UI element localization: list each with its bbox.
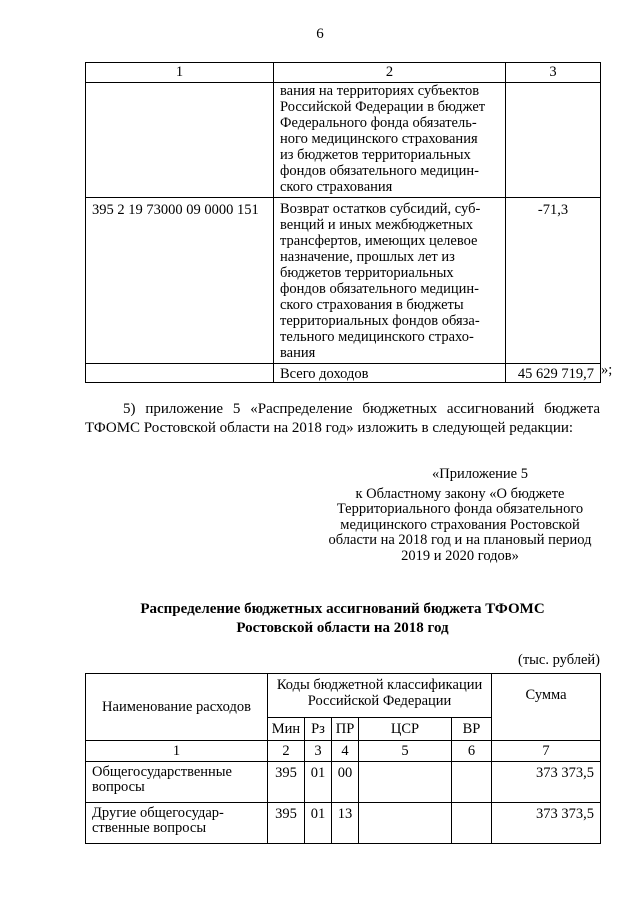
continuation-description	[274, 83, 506, 198]
total-row	[86, 364, 601, 383]
desc-line: бюджетов территориальных	[280, 265, 454, 281]
col-number: 4	[332, 741, 359, 762]
desc-line: вания	[280, 345, 316, 361]
desc-line: Возврат остатков субсидий, суб-	[280, 201, 481, 217]
col-number: 2	[268, 741, 305, 762]
header-col-3: 3	[506, 63, 601, 83]
table-header-row	[86, 63, 601, 83]
expenditure-table	[85, 673, 601, 844]
row-rz: 01	[305, 762, 332, 803]
col-number: 3	[305, 741, 332, 762]
closing-quote: »;	[601, 362, 613, 378]
appendix-header	[300, 467, 600, 564]
empty-code-cell	[86, 83, 274, 198]
col-number: 6	[452, 741, 492, 762]
budget-code: 395 2 19 73000 09 0000 151	[86, 198, 274, 364]
desc-line: Российской Федерации в бюджет	[280, 99, 486, 115]
row-min: 395	[268, 803, 305, 844]
row-name: Общегосударственные вопросы	[86, 762, 268, 803]
header-pr: ПР	[332, 717, 359, 740]
row-name: Другие общегосудар-ственные вопросы	[86, 803, 268, 844]
amendment-paragraph	[85, 400, 600, 438]
desc-line: из бюджетов территориальных	[280, 147, 471, 163]
revenue-table	[85, 62, 601, 383]
table-row	[86, 762, 601, 803]
header-rz: Рз	[305, 717, 332, 740]
header-csr: ЦСР	[359, 717, 452, 740]
col-number: 5	[359, 741, 452, 762]
header-col-2: 2	[274, 63, 506, 83]
desc-line: вания на территориях субъектов	[280, 83, 480, 99]
table-row	[86, 83, 601, 198]
desc-line: венций и иных межбюджетных	[280, 217, 474, 233]
row-vr	[452, 803, 492, 844]
row-sum: 373 373,5	[492, 803, 601, 844]
title-line-2: Ростовской области на 2018 год	[236, 620, 449, 636]
desc-line: ного медицинского страхования	[280, 131, 478, 147]
row-csr	[359, 803, 452, 844]
empty-code-cell	[86, 364, 274, 383]
desc-line: тельного медицинского страхо-	[280, 329, 474, 345]
header-col-1: 1	[86, 63, 274, 83]
appendix-line: области на 2018 год и на плановый период	[328, 532, 592, 548]
table-header-row	[86, 674, 601, 718]
row-rz: 01	[305, 803, 332, 844]
col-number: 7	[492, 741, 601, 762]
header-sum: Сумма	[492, 674, 601, 741]
desc-line: ского страхования	[280, 179, 393, 195]
appendix-heading: «Приложение 5	[432, 466, 528, 482]
title-line-1: Распределение бюджетных ассигнований бюджета ТФОМС	[140, 601, 545, 617]
units-label: (тыс. рублей)	[518, 652, 600, 668]
row-min: 395	[268, 762, 305, 803]
desc-line: назначение, прошлых лет из	[280, 249, 455, 265]
desc-line: фондов обязательного медицин-	[280, 281, 479, 297]
appendix-line: к Областному закону «О бюджете	[355, 485, 565, 502]
desc-line: территориальных фондов обяза-	[280, 313, 480, 329]
appendix-line: медицинского страхования Ростовской	[340, 516, 580, 533]
header-vr: ВР	[452, 717, 492, 740]
desc-line: ского страхования в бюджеты	[280, 297, 464, 313]
header-min: Мин	[268, 717, 305, 740]
row-vr	[452, 762, 492, 803]
paragraph-line-1: 5) приложение 5 «Распределение бюджетных ассигнований бюджета	[123, 401, 600, 417]
empty-sum-cell	[506, 83, 601, 198]
row-sum: 373 373,5	[492, 762, 601, 803]
section-title	[85, 600, 600, 638]
desc-line: Федерального фонда обязатель-	[280, 115, 477, 131]
header-codes-group: Коды бюджетной классификации Российской Федерации	[268, 674, 492, 718]
desc-line: трансфертов, имеющих целевое	[280, 233, 478, 249]
header-name: Наименование расходов	[86, 674, 268, 741]
row-pr: 00	[332, 762, 359, 803]
page-number: 6	[316, 26, 324, 42]
col-number: 1	[86, 741, 268, 762]
total-label: Всего доходов	[274, 364, 506, 383]
total-sum: 45 629 719,7	[506, 364, 601, 383]
appendix-line: Территориального фонда обязательного	[336, 501, 584, 517]
paragraph-line-2: ТФОМС Ростовской области на 2018 год» изложить в следующей редакции:	[85, 420, 574, 436]
column-number-row	[86, 741, 601, 762]
desc-line: фондов обязательного медицин-	[280, 163, 479, 179]
row-sum: -71,3	[506, 198, 601, 364]
row-pr: 13	[332, 803, 359, 844]
row-csr	[359, 762, 452, 803]
table-row	[86, 803, 601, 844]
row-description	[274, 198, 506, 364]
appendix-line: 2019 и 2020 годов»	[401, 547, 519, 564]
table-row	[86, 198, 601, 364]
